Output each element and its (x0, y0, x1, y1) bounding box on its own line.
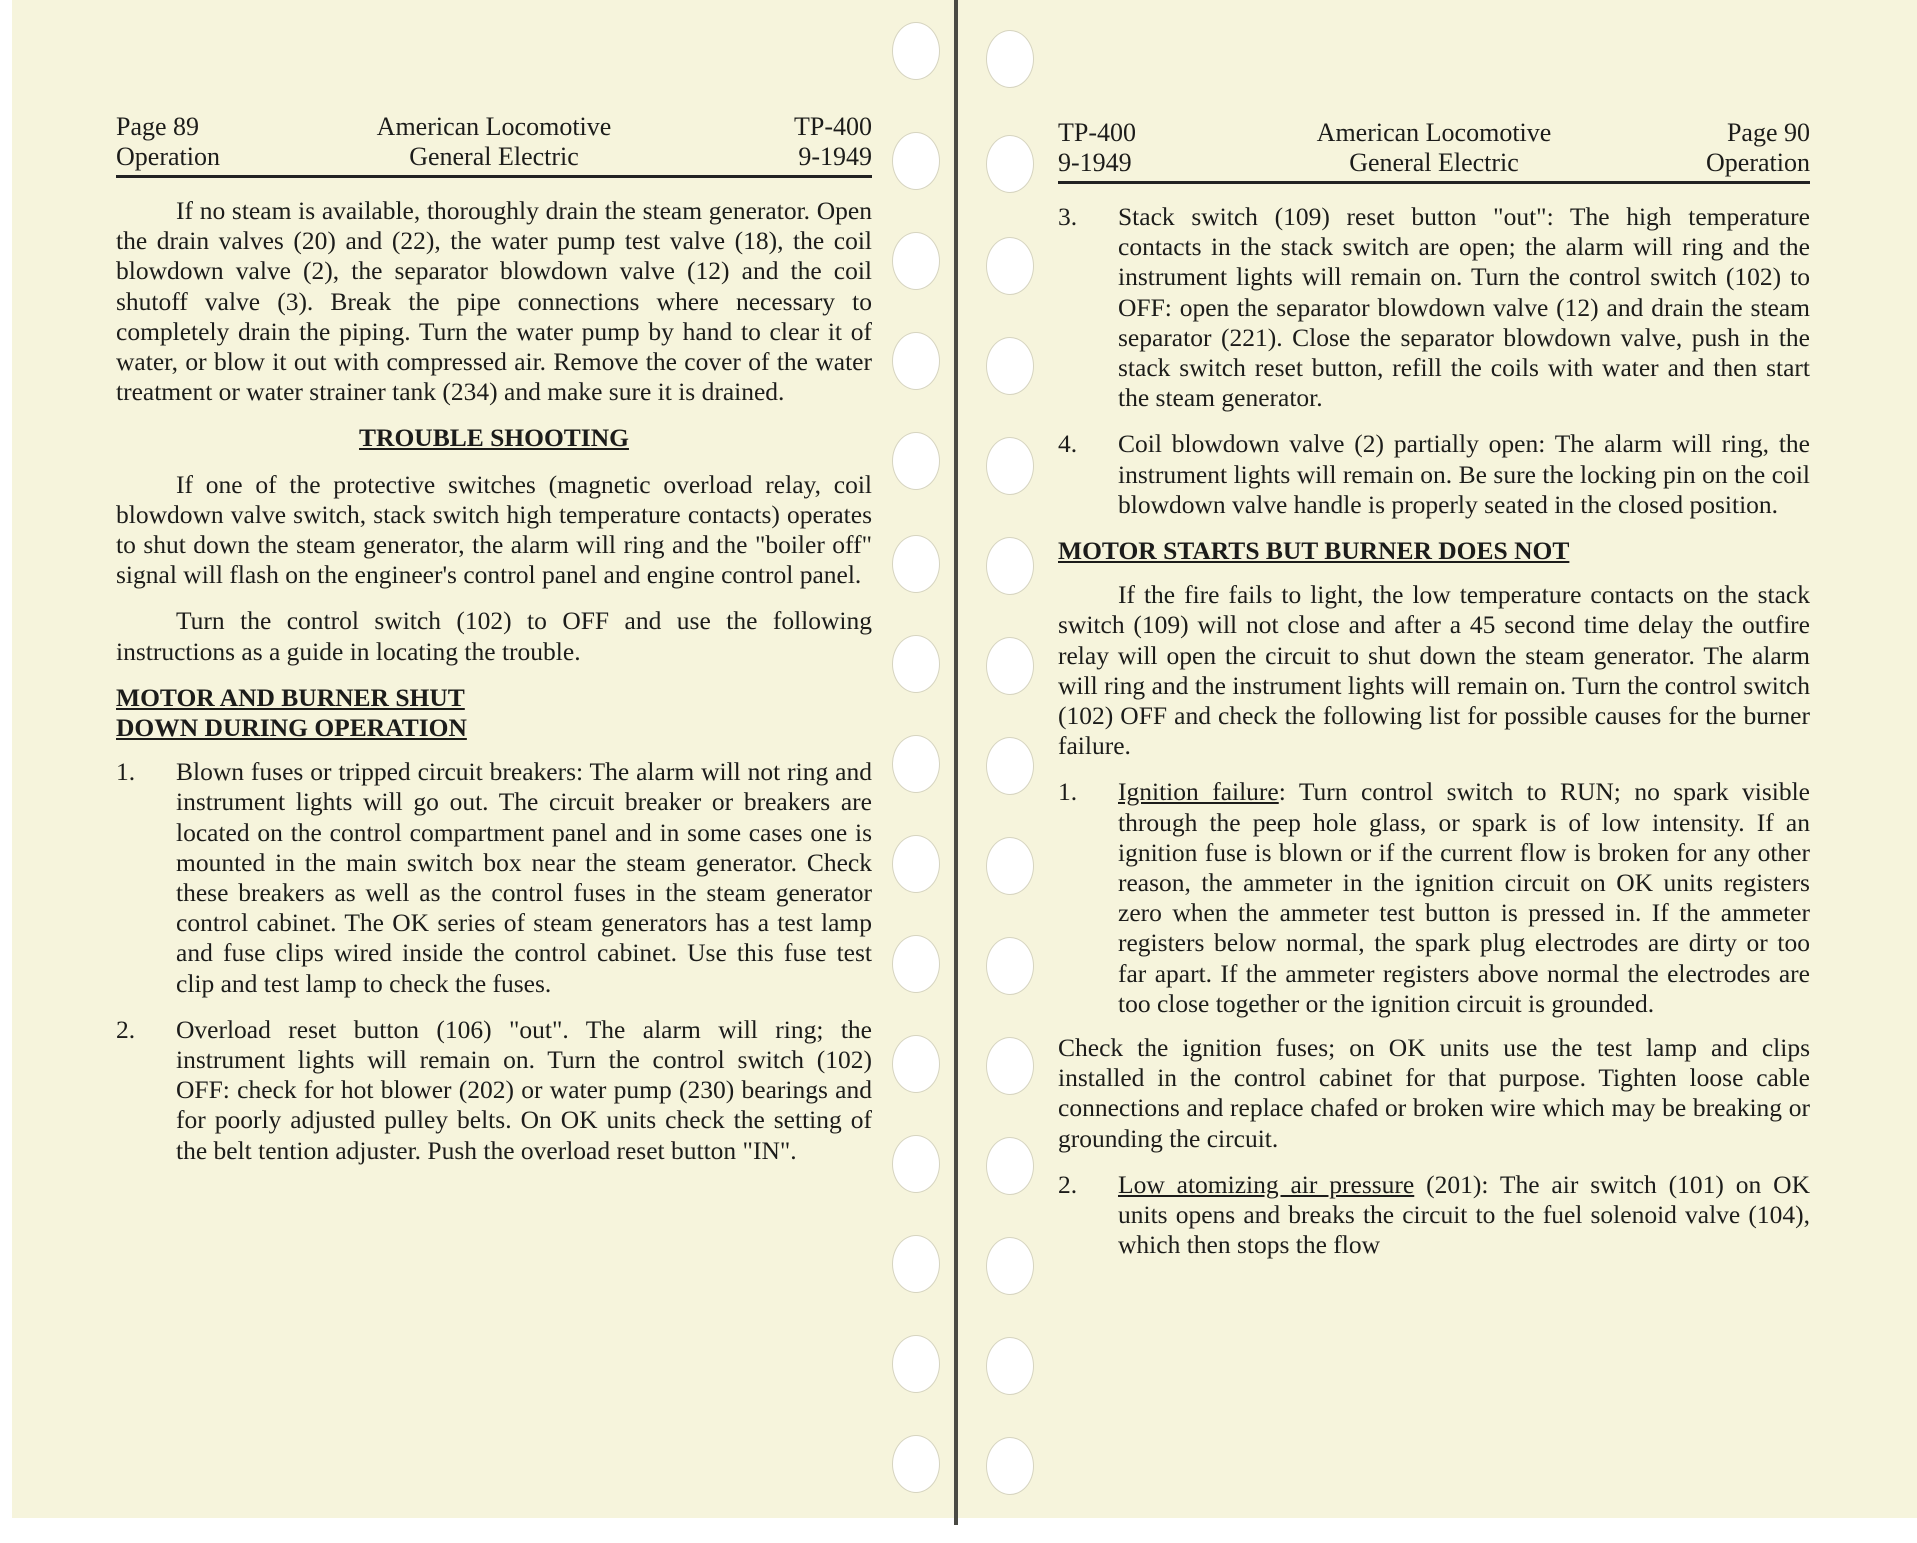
binder-hole (892, 232, 940, 290)
binder-hole (892, 935, 940, 993)
paragraph: If one of the protective switches (magnetic overload relay, coil blowdown valve switch, stack switch high temperature contacts) operates to shut down the steam generator, the alarm will ring and the "boiler off" signal will flash on the engineer's control panel and engine control panel. (116, 469, 872, 590)
left-page-content (116, 112, 872, 1182)
paragraph: Turn the control switch (102) to OFF and use the following instructions as a guide in locating the trouble. (116, 606, 872, 666)
company-name: General Electric (409, 142, 579, 171)
item-text: Overload reset button (106) "out". The alarm will ring; the instrument lights will remain on. Turn the control switch (102) OFF: check for hot blower (202) or water pump (230) bearings and for poorly adjusted pulley belts. On OK units check the setting of the belt tention adjuster. Push the overload reset button "IN". (176, 1014, 872, 1165)
section-name: Operation (1706, 148, 1810, 177)
company-name: American Locomotive (376, 112, 612, 141)
binder-hole (986, 1137, 1034, 1195)
item-label: Low atomizing air pressure (1118, 1169, 1415, 1199)
binder-hole (892, 22, 940, 80)
binder-hole (986, 1237, 1034, 1295)
binder-hole (986, 937, 1034, 995)
item-body: : Turn control switch to RUN; no spark visible through the peep hole glass, or spark is of low intensity. If an ignition fuse is blown or if the current flow is broken for any other reason, the ammeter in the ignition circuit on OK units registers zero when the ammeter test button is pressed in. If the ammeter registers below normal, the spark plug electrodes are dirty or too far apart. If the ammeter registers above normal the electrodes are too close together or the ignition circuit is grounded. (1118, 777, 1810, 1018)
company-name: General Electric (1349, 148, 1519, 177)
item-number: 2. (116, 1014, 136, 1044)
binder-hole (986, 1437, 1034, 1495)
paragraph: Check the ignition fuses; on OK units use the test lamp and clips installed in the control cabinet for that purpose. Tighten loose cable connections and replace chafed or broken wire which may be breaking or grounding the circuit. (1058, 1033, 1810, 1153)
heading-line: MOTOR AND BURNER SHUT (116, 682, 465, 712)
page-body (1058, 202, 1810, 1261)
binder-hole (986, 737, 1034, 795)
item-text: Stack switch (109) reset button "out": The high temperature contacts in the stack switch are open; the alarm will ring and the instrument lights will remain on. Turn the control switch (102) to OFF: open the separator blowdown valve (12) and drain the steam separator (221). Close the separator blowdown valve, push in the stack switch reset button, refill the coils with water and then start the steam generator. (1118, 202, 1810, 413)
page-number: Page 90 (1726, 118, 1810, 147)
page-header (116, 112, 872, 178)
item-body: (201): The air switch (101) on OK units opens and breaks the circuit to the fuel solenoid valve (104), which then stops the flow (1118, 1169, 1810, 1260)
company-name: American Locomotive (1316, 118, 1552, 147)
binder-hole (892, 1135, 940, 1193)
list-item (1058, 1170, 1810, 1261)
document-date: 9-1949 (1058, 148, 1132, 177)
left-page (12, 0, 954, 1518)
binder-hole (892, 132, 940, 190)
list-item (1058, 202, 1810, 413)
document-date: 9-1949 (798, 142, 872, 171)
list-item (1058, 429, 1810, 520)
list-item (116, 1015, 872, 1166)
binder-hole (892, 635, 940, 693)
item-text: Coil blowdown valve (2) partially open: The alarm will ring, the instrument lights will remain on. Be sure the locking pin on the coil blowdown valve handle is properly seated in the closed position. (1118, 429, 1810, 519)
header-center (368, 112, 620, 172)
binder-hole (986, 30, 1034, 88)
page-header (1058, 118, 1810, 184)
item-number: 2. (1058, 1169, 1078, 1199)
item-text: Blown fuses or tripped circuit breakers: The alarm will not ring and instrument lights will go out. The circuit breaker or breakers are located on the control compartment panel and in some cases one is mounted in the main switch box near the steam generator. Check these breakers as well as the control fuses in the steam generator control cabinet. The OK series of steam generators has a test lamp and fuse clips wired inside the control cabinet. Use this fuse test clip and test lamp to check the fuses. (176, 757, 872, 998)
section-name: Operation (116, 142, 220, 171)
binder-hole (892, 1235, 940, 1293)
binder-hole (892, 735, 940, 793)
binder-hole (986, 1037, 1034, 1095)
header-center (1309, 118, 1560, 178)
section-heading: TROUBLE SHOOTING (359, 423, 629, 453)
document-number: TP-400 (1058, 118, 1136, 147)
binder-hole (892, 835, 940, 893)
item-number: 1. (1058, 777, 1078, 807)
paragraph: If no steam is available, thoroughly drain the steam generator. Open the drain valves (20) and (22), the water pump test valve (18), the coil blowdown valve (2), the separator blowdown valve (12) and the coil shutoff valve (3). Break the pipe connections where necessary to completely drain the piping. Turn the water pump by hand to clear it of water, or blow it out with compressed air. Remove the cover of the water treatment or water strainer tank (234) and make sure it is drained. (116, 196, 872, 407)
item-number: 3. (1058, 202, 1078, 231)
right-page (958, 0, 1917, 1518)
heading-line: DOWN DURING OPERATION (116, 713, 467, 743)
list-item (116, 757, 872, 999)
paragraph: If the fire fails to light, the low temperature contacts on the stack switch (109) will not close and after a 45 second time delay the outfire relay will open the circuit to shut down the steam generator. The alarm will ring and the instrument lights will remain on. Turn the control switch (102) OFF and check the following list for possible causes for the burner failure. (1058, 580, 1810, 761)
header-right (1559, 118, 1810, 178)
binder-hole (986, 237, 1034, 295)
header-left (1058, 118, 1309, 178)
binder-hole (986, 437, 1034, 495)
binder-hole (986, 1337, 1034, 1395)
item-label: Ignition failure (1118, 777, 1279, 807)
binder-hole (986, 637, 1034, 695)
binder-hole (986, 537, 1034, 595)
header-right (620, 112, 872, 172)
binder-hole (986, 135, 1034, 193)
binder-hole (892, 1335, 940, 1393)
item-text (1118, 1170, 1810, 1261)
binder-hole (986, 337, 1034, 395)
binder-hole (892, 535, 940, 593)
item-number: 1. (116, 757, 136, 787)
section-heading (116, 683, 872, 743)
right-page-content (1058, 118, 1810, 1277)
header-left (116, 112, 368, 172)
document-number: TP-400 (794, 112, 872, 141)
page-number: Page 89 (116, 112, 200, 141)
item-number: 4. (1058, 429, 1078, 459)
list-item (1058, 777, 1810, 1019)
binder-hole (892, 332, 940, 390)
binder-hole (892, 1035, 940, 1093)
section-heading: MOTOR STARTS BUT BURNER DOES NOT (1058, 536, 1570, 566)
page-body (116, 196, 872, 1166)
binder-hole (892, 1435, 940, 1493)
binder-hole (986, 837, 1034, 895)
item-text (1118, 777, 1810, 1019)
binder-hole (892, 432, 940, 490)
